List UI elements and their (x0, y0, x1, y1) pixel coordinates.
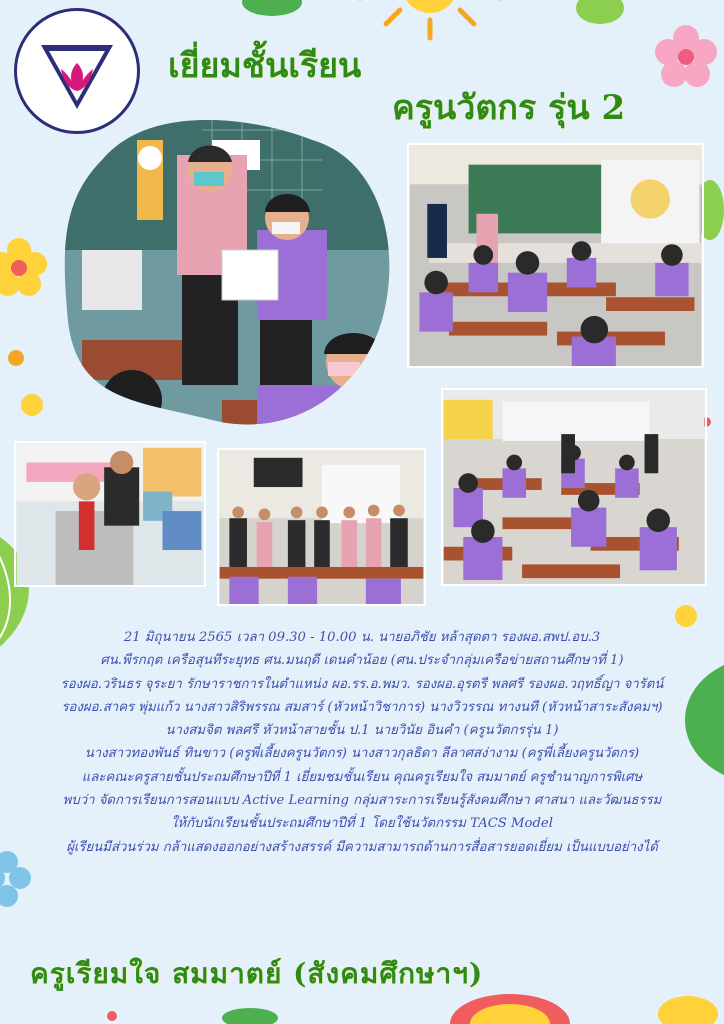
description-line: 21 มิถุนายน 2565 เวลา 09.30 - 10.00 น. นายอภิชัย หล้าสุดตา รองผอ.สพป.อบ.3 (123, 630, 601, 645)
title-line-2: ครูนวัตกร รุ่น 2 (392, 88, 626, 128)
activity-description (0, 626, 724, 859)
teacher-name-footer: ครูเรียมใจ สมมาตย์ (สังคมศึกษาฯ) (30, 957, 484, 990)
description-line: นางสาวทองพันธ์ ทินขาว (ครูพี่เลี้ยงครูนวัตกร) นางสาวกุลธิดา ลีลาศสง่างาม (ครูพี่เลี้ยงครูนวัตกร) (84, 746, 640, 762)
photo-group-front (217, 448, 426, 606)
photo-classroom-wide (407, 143, 704, 368)
description-line: ให้กับนักเรียนชั้นประถมศึกษาปีที่ 1 โดยใช้นวัตกรรม TACS Model (171, 816, 553, 832)
title-line-1: เยี่ยมชั้นเรียน (168, 46, 362, 86)
photo-supervisor-seated (14, 441, 206, 587)
photo-students-class (441, 388, 707, 586)
description-line: ศน.พีรกฤต เครือสุนทีระยุทธ ศน.มนฤดี เดนคำน้อย (ศน.ประจำกลุ่มเครือข่ายสถานศึกษาที่ 1) (100, 653, 624, 669)
description-line: รองผอ.วรินธร จุระยา รักษาราชการในตำแหน่ง ผอ.รร.อ.พมว. รองผอ.อุรตรี พลศรี รองผอ.วฤทธิ์ญา จารัตน์ (60, 676, 664, 692)
description-line: นางสมจิต พลศรี หัวหน้าสายชั้น ป.1 นายวินัย อินคำ (ครูนวัตกรรุ่น 1) (165, 723, 559, 739)
description-line: รองผอ.สาคร พุ่มแก้ว นางสาวสิริพรรณ สมสาร์ (หัวหน้าวิชาการ) นางวิวรรณ ทางนที (หัวหน้าสาระสังคมฯ) (61, 699, 663, 715)
main-photo-classroom (62, 100, 392, 430)
description-line: ผู้เรียนมีส่วนร่วม กล้าแสดงออกอย่างสร้างสรรค์ มีความสามารถด้านการสื่อสารยอดเยี่ยม เป็นแบบอย่างได้ (66, 839, 658, 855)
description-line: พบว่า จัดการเรียนการสอนแบบ Active Learning กลุ่มสาระการเรียนรู้สังคมศึกษา ศาสนา และวัฒนธรรม (62, 793, 662, 809)
description-line: และคณะครูสายชั้นประถมศึกษาปีที่ 1 เยี่ยมชมชั้นเรียน คุณครูเรียมใจ สมมาตย์ ครูชำนาญการพิเศษ (81, 769, 643, 785)
